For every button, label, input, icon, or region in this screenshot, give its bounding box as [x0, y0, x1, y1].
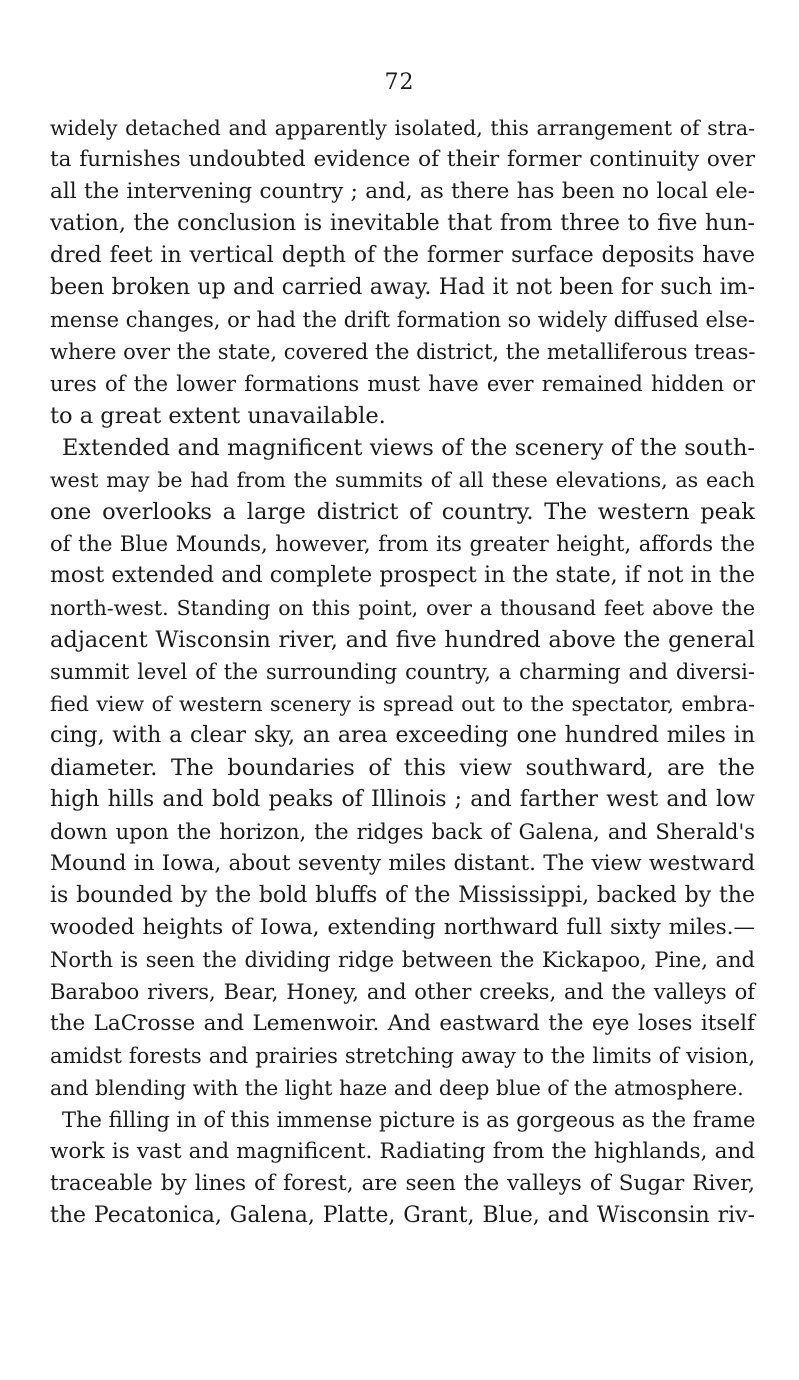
- text-line: traceable by lines of forest, are seen the valleys of Sugar River,: [50, 1171, 755, 1196]
- text-line: North is seen the dividing ridge between the Kickapoo, Pine, and: [50, 948, 755, 972]
- text-line: fied view of western scenery is spread out to the spectator, embra-: [50, 692, 755, 716]
- text-line: amidst forests and prairies stretching away to the limits of vision,: [50, 1044, 755, 1068]
- text-line: of the Blue Mounds, however, from its greater height, affords the: [50, 532, 755, 556]
- text-line: down upon the horizon, the ridges back of Galena, and Sherald's: [50, 820, 755, 844]
- text-line: north-west. Standing on this point, over a thousand feet above the: [50, 596, 755, 620]
- text-line: adjacent Wisconsin river, and five hundred above the general: [50, 627, 755, 653]
- text-line: been broken up and carried away. Had it not been for such im-: [50, 275, 755, 300]
- body-text: [50, 112, 755, 1232]
- text-line: and blending with the light haze and deep blue of the atmosphere.: [50, 1076, 744, 1100]
- text-line: is bounded by the bold bluffs of the Mississippi, backed by the: [50, 883, 755, 908]
- text-line: to a great extent unavailable.: [50, 403, 386, 429]
- text-line: all the intervening country ; and, as there has been no local ele-: [50, 179, 755, 204]
- text-line: mense changes, or had the drift formation so widely diffused else-: [50, 308, 755, 332]
- text-line: high hills and bold peaks of Illinois ; and farther west and low: [50, 787, 755, 812]
- text-line: vation, the conclusion is inevitable that from three to five hun-: [50, 211, 755, 236]
- page-number: 72: [384, 70, 415, 95]
- text-line: diameter. The boundaries of this view southward, are the: [50, 755, 755, 781]
- text-line: ta furnishes undoubted evidence of their former continuity over: [50, 147, 755, 172]
- text-line: ures of the lower formations must have ever remained hidden or: [50, 372, 755, 396]
- text-line: one overlooks a large district of country. The western peak: [50, 499, 755, 525]
- text-line: Mound in Iowa, about seventy miles distant. The view westward: [50, 851, 755, 876]
- text-line: where over the state, covered the district, the metalliferous treas-: [50, 340, 756, 364]
- text-line: most extended and complete prospect in the state, if not in the: [50, 563, 755, 588]
- text-line: dred feet in vertical depth of the former surface deposits have: [50, 243, 755, 268]
- text-line: Baraboo rivers, Bear, Honey, and other creeks, and the valleys of: [50, 980, 755, 1004]
- text-line: The filling in of this immense picture is as gorgeous as the frame: [62, 1108, 756, 1132]
- text-line: the LaCrosse and Lemenwoir. And eastward the eye loses itself: [50, 1011, 755, 1036]
- text-line: Extended and magnificent views of the scenery of the south-: [62, 435, 755, 461]
- text-line: the Pecatonica, Galena, Platte, Grant, Blue, and Wisconsin riv-: [50, 1203, 755, 1228]
- text-line: wooded heights of Iowa, extending northward full sixty miles.—: [50, 915, 755, 940]
- text-line: widely detached and apparently isolated, this arrangement of stra-: [50, 116, 755, 140]
- text-line: west may be had from the summits of all these elevations, as each: [50, 468, 755, 492]
- text-line: summit level of the surrounding country, a charming and diversi-: [50, 660, 755, 684]
- text-line: work is vast and magnificent. Radiating from the highlands, and: [50, 1139, 755, 1164]
- text-line: cing, with a clear sky, an area exceeding one hundred miles in: [50, 723, 755, 748]
